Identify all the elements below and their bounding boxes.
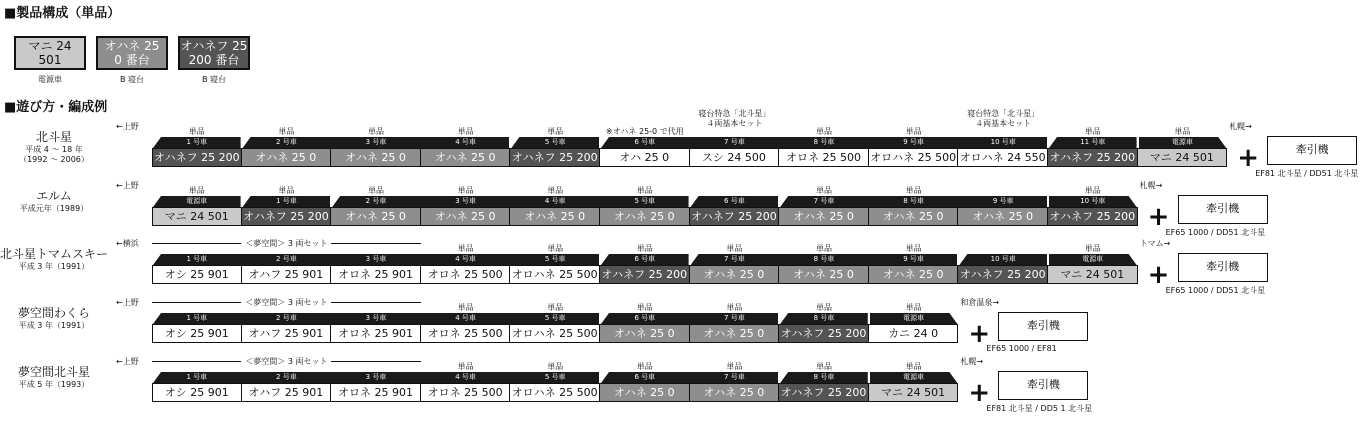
car-number: 電源車 — [186, 197, 208, 205]
formation-name: 北斗星トマムスキー — [0, 247, 109, 261]
car-number: 1 号車 — [186, 138, 208, 146]
car-number: 電源車 — [903, 373, 925, 381]
formations-header: ■遊び方・編成例 — [4, 100, 108, 115]
car-number: 電源車 — [1082, 255, 1104, 263]
car-box: オハネ 25 0 — [600, 207, 690, 226]
car-box: オハネ 25 0 — [331, 207, 421, 226]
car-product-label: 単品 — [815, 127, 832, 136]
car-product-label: 単品 — [726, 303, 743, 312]
car-product-label: 単品 — [1084, 244, 1101, 253]
car-product-label: 単品 — [457, 244, 474, 253]
car-product-label: 単品 — [636, 303, 653, 312]
locomotive-note: EF81 北斗星 / DD51 北斗星 — [1255, 169, 1359, 178]
car-number: 2 号車 — [276, 314, 297, 322]
car-number: 6 号車 — [634, 138, 656, 146]
car-product-label: 単品 — [367, 186, 384, 195]
car-box: オハネ 25 0 — [331, 148, 421, 167]
formation-period: 平成 5 年（1993） — [18, 380, 90, 389]
car-box: オハネ 25 0 — [779, 207, 869, 226]
car-product-label: ※オハネ 25-0 で代用 — [605, 127, 684, 136]
car-product-label: 単品 — [547, 303, 564, 312]
car-number: 5 号車 — [544, 314, 566, 322]
car-product-label: 単品 — [367, 127, 384, 136]
car-product-label: 単品 — [547, 362, 564, 371]
formation-period: 平成 3 年（1991） — [18, 262, 90, 271]
formation-name: エルム — [36, 189, 72, 203]
car-box: オハネフ 25 200 — [242, 207, 332, 226]
products-header: ■製品構成（単品） — [4, 6, 121, 21]
car-box: スシ 24 500 — [690, 148, 780, 167]
product-caption: 電源車 — [38, 75, 62, 84]
locomotive-note: EF65 1000 / DD51 北斗星 — [1165, 228, 1266, 237]
formation-name: 北斗星 — [35, 130, 72, 144]
car-number: 4 号車 — [455, 314, 476, 322]
formation-period: 平成 3 年（1991） — [18, 321, 90, 330]
set-span-label — [152, 356, 421, 367]
car-box: マニ 24 501 — [869, 383, 959, 402]
car-product-label: 単品 — [905, 127, 922, 136]
car-box: オロネ 25 500 — [421, 383, 511, 402]
car-number: 3 号車 — [365, 255, 387, 263]
car-product-label: 単品 — [1174, 127, 1191, 136]
car-box: オハネ 25 0 — [869, 207, 959, 226]
car-box: オロハネ 25 500 — [510, 265, 600, 284]
locomotive-note: EF65 1000 / EF81 — [986, 344, 1057, 353]
car-number: 2 号車 — [276, 255, 297, 263]
car-product-label: 単品 — [815, 303, 832, 312]
car-number: 4 号車 — [455, 138, 476, 146]
car-number: 11 号車 — [1080, 138, 1106, 146]
car-box: オハネ 25 0 — [421, 148, 511, 167]
car-box: オハネフ 25 200 — [1048, 148, 1138, 167]
car-box: マニ 24 501 — [1138, 148, 1228, 167]
formation-period: 平成元年（1989） — [19, 204, 89, 213]
car-product-label: 単品 — [636, 186, 653, 195]
formation-period: 平成 4 ～ 18 年 （1992 ～ 2006） — [19, 145, 89, 164]
car-number: 3 号車 — [365, 373, 387, 381]
car-product-label: 単品 — [726, 244, 743, 253]
car-box: オロネ 25 500 — [421, 324, 511, 343]
car-product-label: 単品 — [278, 186, 295, 195]
car-number: 9 号車 — [903, 138, 924, 146]
car-number: 5 号車 — [544, 255, 566, 263]
car-number: 5 号車 — [544, 138, 566, 146]
car-box: オロハネ 25 500 — [510, 324, 600, 343]
set-label: 寝台特急「北斗星」 ４両基本セット — [967, 109, 1040, 128]
product-box: マニ 24 501 — [14, 36, 86, 70]
car-number: 8 号車 — [903, 197, 924, 205]
car-product-label: 単品 — [188, 127, 205, 136]
car-number: 1 号車 — [186, 314, 208, 322]
car-number: 7 号車 — [724, 373, 745, 381]
car-number: 3 号車 — [455, 197, 476, 205]
locomotive-note: EF81 北斗星 / DD5 1 北斗星 — [986, 404, 1093, 413]
car-number: 4 号車 — [455, 255, 476, 263]
car-box: マニ 24 501 — [152, 207, 242, 226]
car-product-label: 単品 — [905, 303, 922, 312]
car-box: オロハネ 25 500 — [869, 148, 959, 167]
locomotive-box: 牽引機 — [998, 371, 1088, 400]
car-product-label: 単品 — [726, 362, 743, 371]
car-product-label: 単品 — [636, 362, 653, 371]
car-box: カニ 24 0 — [869, 324, 959, 343]
locomotive-box: 牽引機 — [1267, 136, 1357, 165]
car-number: 8 号車 — [813, 314, 835, 322]
car-product-label: 単品 — [188, 186, 205, 195]
car-product-label: 単品 — [1084, 186, 1101, 195]
locomotive-box: 牽引機 — [1178, 195, 1268, 224]
product-box: オハネ 25 0 番台 — [96, 36, 168, 70]
car-box: オハネフ 25 200 — [152, 148, 242, 167]
car-product-label: 単品 — [815, 362, 832, 371]
car-product-label: 単品 — [547, 186, 564, 195]
car-number: 1 号車 — [186, 255, 208, 263]
car-number: 5 号車 — [634, 197, 656, 205]
car-box: オハネ 25 0 — [421, 207, 511, 226]
car-number: 3 号車 — [365, 138, 387, 146]
origin-label: ←上野 — [116, 122, 139, 131]
plus-icon: + — [1237, 143, 1259, 173]
car-number: 10 号車 — [990, 255, 1016, 263]
car-box: オハネ 25 0 — [600, 324, 690, 343]
set-span-text: ＜夢空間＞ 3 両セット — [241, 239, 331, 248]
plus-icon: + — [968, 378, 991, 408]
origin-label: ←横浜 — [116, 239, 139, 248]
car-box: オハネ 25 0 — [779, 265, 869, 284]
car-number: 6 号車 — [634, 373, 656, 381]
car-number: 4 号車 — [544, 197, 566, 205]
car-box: オロネ 25 500 — [779, 148, 869, 167]
car-box: オハフ 25 901 — [242, 265, 332, 284]
car-box: オハネ 25 0 — [958, 207, 1048, 226]
car-box: オシ 25 901 — [152, 324, 242, 343]
destination-label: 札幌→ — [1139, 181, 1163, 190]
car-product-label: 単品 — [815, 186, 832, 195]
car-box: オロネ 25 500 — [421, 265, 511, 284]
car-box: オシ 25 901 — [152, 383, 242, 402]
plus-icon: + — [1147, 260, 1170, 290]
set-label: 寝台特急「北斗星」 ４両基本セット — [698, 109, 771, 128]
car-box: オハネ 25 0 — [600, 383, 690, 402]
set-span-label — [152, 238, 421, 249]
car-box: オハフ 25 901 — [242, 383, 332, 402]
car-number: 7 号車 — [724, 138, 745, 146]
car-number: 7 号車 — [724, 255, 745, 263]
car-number: 4 号車 — [455, 373, 476, 381]
car-box: オハ 25 0 — [600, 148, 690, 167]
car-number: 6 号車 — [634, 314, 656, 322]
car-box: オハネフ 25 200 — [690, 207, 780, 226]
car-product-label: 単品 — [457, 362, 474, 371]
car-number: 2 号車 — [276, 373, 297, 381]
car-product-label: 単品 — [457, 186, 474, 195]
destination-label: トマム→ — [1139, 239, 1171, 248]
car-number: 電源車 — [1171, 138, 1193, 146]
locomotive-note: EF65 1000 / DD51 北斗星 — [1165, 286, 1266, 295]
car-product-label: 単品 — [905, 186, 922, 195]
car-box: オハネ 25 0 — [690, 324, 780, 343]
car-number: 9 号車 — [992, 197, 1014, 205]
origin-label: ←上野 — [116, 357, 139, 366]
car-product-label: 単品 — [278, 127, 295, 136]
car-number: 7 号車 — [813, 197, 835, 205]
formation-name: 夢空間北斗星 — [17, 365, 90, 379]
car-box: オロネ 25 901 — [331, 383, 421, 402]
product-caption: B 寝台 — [201, 75, 227, 84]
car-number: 9 号車 — [903, 255, 924, 263]
car-product-label: 単品 — [457, 127, 474, 136]
car-box: オハネフ 25 200 — [510, 148, 600, 167]
car-number: 6 号車 — [724, 197, 745, 205]
car-number: 10 号車 — [1080, 197, 1106, 205]
car-number: 7 号車 — [724, 314, 745, 322]
car-number: 10 号車 — [990, 138, 1016, 146]
set-span-text: ＜夢空間＞ 3 両セット — [241, 298, 331, 307]
car-number: 6 号車 — [634, 255, 656, 263]
car-box: オハネ 25 0 — [510, 207, 600, 226]
set-span-label — [152, 297, 421, 308]
locomotive-box: 牽引機 — [998, 312, 1088, 341]
car-box: オシ 25 901 — [152, 265, 242, 284]
car-product-label: 単品 — [815, 244, 832, 253]
car-number: 1 号車 — [186, 373, 208, 381]
car-product-label: 単品 — [1084, 127, 1101, 136]
car-box: オロハネ 25 500 — [510, 383, 600, 402]
car-box: オハネ 25 0 — [869, 265, 959, 284]
car-box: オハネ 25 0 — [690, 383, 780, 402]
car-box: オハネ 25 0 — [690, 265, 780, 284]
car-product-label: 単品 — [457, 303, 474, 312]
car-number: 3 号車 — [365, 314, 387, 322]
car-product-label: 単品 — [636, 244, 653, 253]
car-number: 8 号車 — [813, 138, 835, 146]
locomotive-box: 牽引機 — [1178, 253, 1268, 282]
car-box: オハネフ 25 200 — [600, 265, 690, 284]
car-number: 8 号車 — [813, 255, 835, 263]
formation-name: 夢空間わくら — [17, 306, 90, 320]
origin-label: ←上野 — [116, 298, 139, 307]
car-box: オロネ 25 901 — [331, 265, 421, 284]
set-span-text: ＜夢空間＞ 3 両セット — [241, 357, 331, 366]
car-number: 2 号車 — [276, 138, 297, 146]
car-product-label: 単品 — [547, 244, 564, 253]
car-number: 2 号車 — [365, 197, 387, 205]
car-box: オハネフ 25 200 — [958, 265, 1048, 284]
car-number: 8 号車 — [813, 373, 835, 381]
destination-label: 札幌→ — [1229, 122, 1252, 131]
car-box: オハネフ 25 200 — [1048, 207, 1138, 226]
product-box: オハネフ 25 200 番台 — [178, 36, 250, 70]
car-box: オロネ 25 901 — [331, 324, 421, 343]
car-box: オハネフ 25 200 — [779, 324, 869, 343]
car-number: 電源車 — [903, 314, 925, 322]
car-product-label: 単品 — [905, 362, 922, 371]
car-box: オロハネ 24 550 — [958, 148, 1048, 167]
car-box: オハフ 25 901 — [242, 324, 332, 343]
car-box: オハネ 25 0 — [242, 148, 332, 167]
destination-label: 札幌→ — [960, 357, 984, 366]
car-number: 5 号車 — [544, 373, 566, 381]
plus-icon: + — [968, 319, 991, 349]
car-product-label: 単品 — [905, 244, 922, 253]
origin-label: ←上野 — [116, 181, 139, 190]
product-caption: B 寝台 — [119, 75, 145, 84]
car-box: マニ 24 501 — [1048, 265, 1138, 284]
car-number: 1 号車 — [276, 197, 297, 205]
destination-label: 和倉温泉→ — [960, 298, 1000, 307]
car-product-label: 単品 — [547, 127, 564, 136]
plus-icon: + — [1147, 202, 1170, 232]
car-box: オハネフ 25 200 — [779, 383, 869, 402]
